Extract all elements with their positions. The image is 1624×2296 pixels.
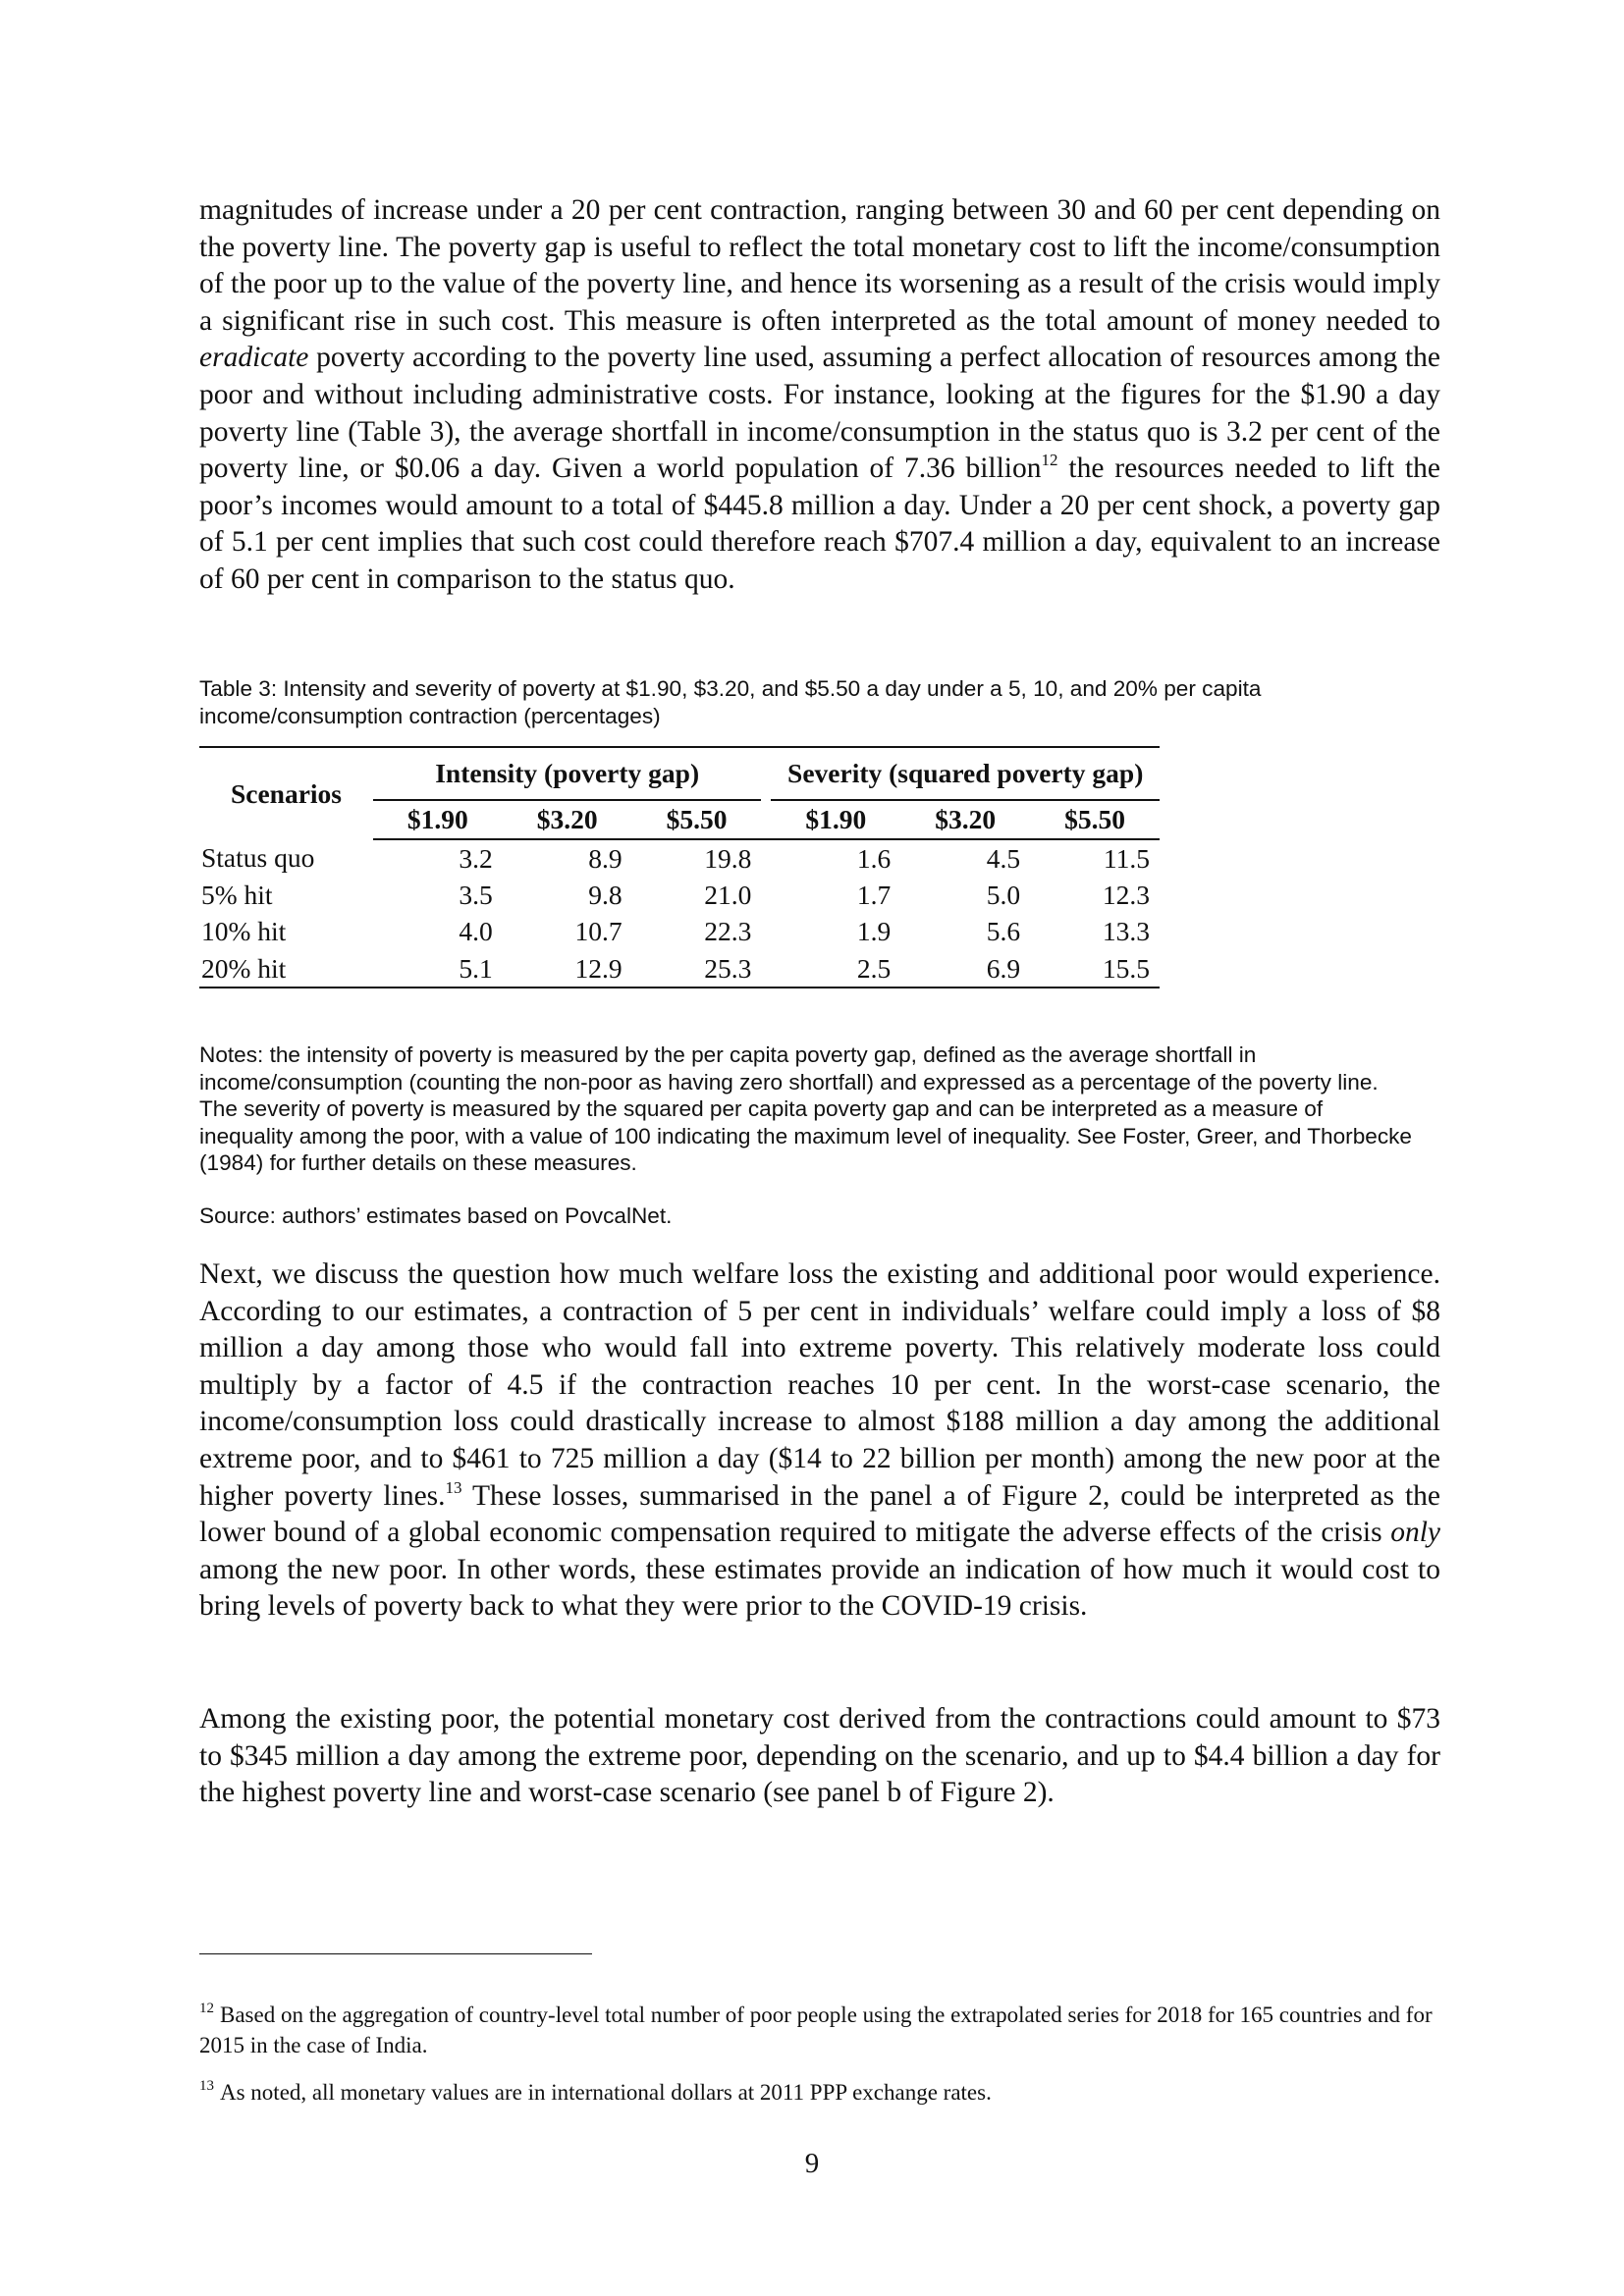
table-cell: 22.3 (704, 916, 752, 947)
column-header: $1.90 (373, 800, 503, 839)
poverty-table (199, 746, 1160, 988)
table-cell: 2.5 (856, 952, 892, 984)
table-cell: 19.8 (704, 842, 752, 874)
footnote-number: 13 (199, 2078, 214, 2094)
footnote-divider (199, 1953, 592, 1954)
text-run: Next, we discuss the question how much welfare loss the existing and additional poor would experience. According to our estimates, a contraction of 5 per cent in individuals’ welfare could imply a loss of $8 million a day among those who would fall into extreme poverty. This relatively moderate loss could multiply by a factor of 4.5 if the contraction reaches 10 per cent. In the worst-case scenario, the income/consumption loss could drastically increase to almost $188 million a day among the additional extreme poor, and to $461 to 725 million a day ($14 to 22 billion per month) among the new poor at the higher poverty lines. (199, 1258, 1440, 1512)
row-label: 20% hit (201, 952, 287, 984)
column-header: $5.50 (632, 800, 762, 839)
emphasis-text: only (1390, 1517, 1440, 1549)
intensity-group-header: Intensity (poverty gap) (373, 747, 761, 800)
table-cell: 13.3 (1102, 916, 1150, 947)
row-label: 5% hit (201, 879, 273, 910)
table-cell: 11.5 (1103, 842, 1150, 874)
table-cell: 1.6 (856, 842, 892, 874)
table-cell: 25.3 (704, 952, 752, 984)
body-paragraph (199, 192, 1440, 599)
column-header: $3.20 (503, 800, 632, 839)
table-cell: 5.6 (986, 916, 1021, 947)
severity-group-header: Severity (squared poverty gap) (771, 747, 1160, 800)
table-row (199, 877, 1160, 913)
text-run: These losses, summarised in the panel a of Figure 2, could be interpreted as the lower bound of a global economic compensation required to mitigate the adverse effects of the crisis (199, 1479, 1440, 1549)
table-cell: 12.3 (1102, 879, 1150, 910)
column-header: $3.20 (900, 800, 1030, 839)
table-row (199, 914, 1160, 950)
emphasis-text: eradicate (199, 342, 309, 374)
footnote (199, 2000, 1440, 2060)
table-cell: 9.8 (588, 879, 623, 910)
data-table (199, 746, 1160, 988)
footnote (199, 2077, 1440, 2108)
body-paragraph: Among the existing poor, the potential monetary cost derived from the contractions could amount to $73 to $345 million a day among the extreme poor, depending on the scenario, and up to $4.4 billion a day for the highest poverty line and worst-case scenario (see panel b of Figure 2). (199, 1703, 1440, 1809)
table-cell: 3.2 (459, 842, 493, 874)
table-cell: 4.5 (986, 842, 1021, 874)
table-cell: 21.0 (704, 879, 752, 910)
scenarios-header: Scenarios (230, 777, 342, 809)
footnote-number: 12 (199, 2001, 214, 2016)
page-number: 9 (804, 2148, 820, 2179)
table-cell: 15.5 (1102, 952, 1150, 984)
footnote-reference[interactable]: 12 (1041, 451, 1058, 470)
table-cell: 5.0 (986, 879, 1021, 910)
column-header: $1.90 (771, 800, 900, 839)
table-cell: 6.9 (986, 952, 1021, 984)
text-run: poverty according to the poverty line used, assuming a perfect allocation of resources among the poor and without including administrative costs. For instance, looking at the figures for the $1.90 a day poverty line (Table 3), the average shortfall in income/consumption in the status quo is 3.2 per cent of the poverty line, or $0.06 a day. Given a world population of 7.36 billion (199, 342, 1440, 485)
table-cell: 4.0 (459, 916, 493, 947)
row-label: 10% hit (201, 916, 287, 947)
table-cell: 1.9 (856, 916, 892, 947)
table-notes: Notes: the intensity of poverty is measured by the per capita poverty gap, defined as the average shortfall in income/consumption (counting the non-poor as having zero shortfall) and expressed as a percentage of the poverty line. The severity of poverty is measured by the squared per capita poverty gap and can be interpreted as a measure of inequality among the poor, with a value of 100 indicating the maximum level of inequality. See Foster, Greer, and Thorbecke (1984) for further details on these measures. (199, 1042, 1412, 1175)
text-run: among the new poor. In other words, these estimates provide an indication of how much it would cost to bring levels of poverty back to what they were prior to the COVID-19 crisis. (199, 1553, 1440, 1623)
body-paragraph (199, 1256, 1440, 1626)
table-row (199, 950, 1160, 988)
footnote-text: As noted, all monetary values are in international dollars at 2011 PPP exchange rates. (220, 2080, 992, 2105)
row-label: Status quo (201, 842, 315, 874)
table-cell: 3.5 (459, 879, 493, 910)
footnote-text: Based on the aggregation of country-level total number of poor people using the extrapolated series for 2018 for 165 countries and for 2015 in the case of India. (199, 2002, 1433, 2057)
table-cell: 12.9 (574, 952, 623, 984)
table-cell: 5.1 (459, 952, 493, 984)
footnote-reference[interactable]: 13 (445, 1477, 462, 1497)
table-row (199, 839, 1160, 877)
text-run: magnitudes of increase under a 20 per cent contraction, ranging between 30 and 60 per cent depending on the poverty line. The poverty gap is useful to reflect the total monetary cost to lift the income/consumption of the poor up to the value of the poverty line, and hence its worsening as a result of the crisis would imply a significant rise in such cost. This measure is often interpreted as the total amount of money needed to (199, 194, 1440, 337)
table-caption: Table 3: Intensity and severity of poverty at $1.90, $3.20, and $5.50 a day under a 5, 10, and 20% per capita income/consumption contraction (percentages) (199, 676, 1262, 728)
text-run: the resources needed to lift the poor’s incomes would amount to a total of $445.8 million a day. Under a 20 per cent shock, a poverty gap of 5.1 per cent implies that such cost could therefore reach $707.4 million a day, equivalent to an increase of 60 per cent in comparison to the status quo. (199, 453, 1441, 595)
table-cell: 8.9 (588, 842, 623, 874)
column-header: $5.50 (1030, 800, 1160, 839)
table-source: Source: authors’ estimates based on PovcalNet. (199, 1203, 673, 1228)
table-cell: 1.7 (856, 879, 892, 910)
table-cell: 10.7 (574, 916, 623, 947)
